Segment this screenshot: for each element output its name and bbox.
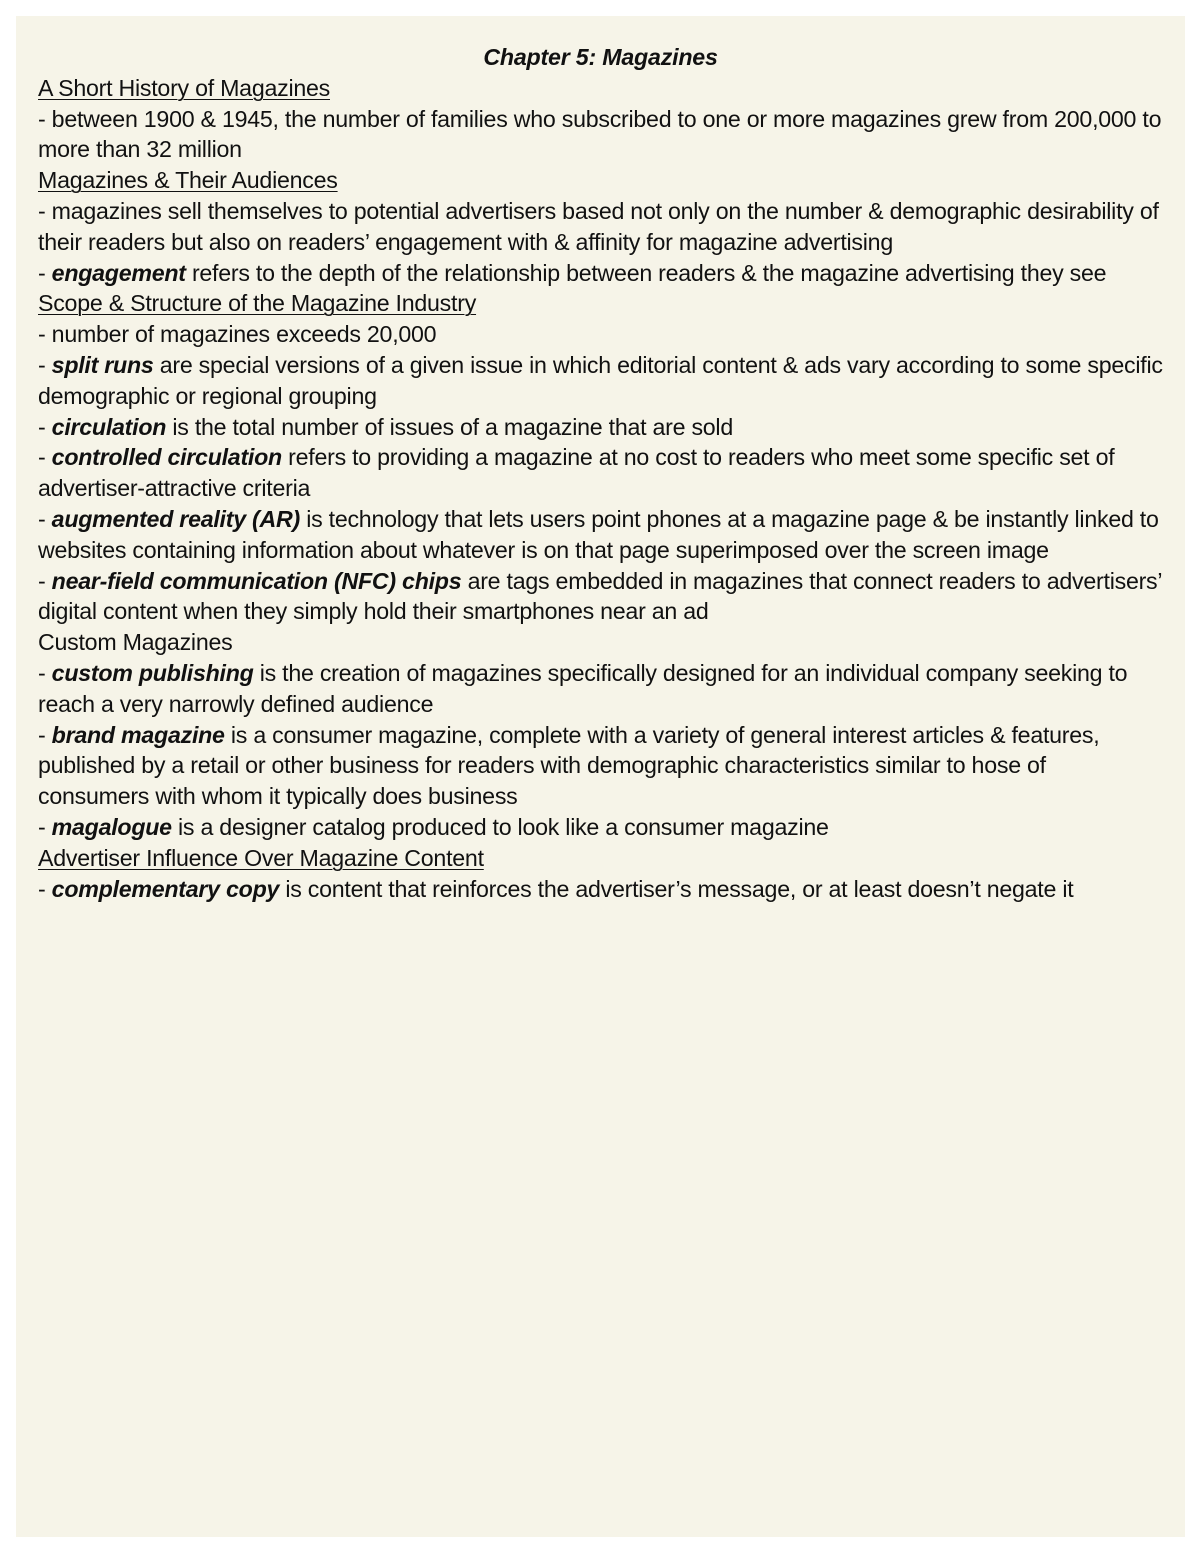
term: augmented reality (AR) [51,505,300,532]
bullet-item [38,442,1163,504]
bullet-item [38,720,1163,812]
term: controlled circulation [51,444,282,471]
bullet-dash: - [38,444,52,471]
bullet-dash: - [38,351,52,378]
bullet-item [38,874,1163,905]
section-heading: A Short History of Magazines [38,74,330,101]
term: circulation [51,413,167,440]
bullet-text: magazines sell themselves to potential advertisers based not only on the number & demographic desirability of their readers but also on readers’ engagement with & affinity for magazine advertising [38,197,1159,255]
bullet-dash: - [38,413,52,440]
bullet-item [38,812,1163,843]
bullet-item [38,104,1163,166]
page-title: Chapter 5: Magazines [483,44,718,70]
bullet-item [38,566,1163,628]
document-content [38,42,1163,904]
bullet-dash: - [38,321,52,348]
bullet-dash: - [38,659,52,686]
section-heading: Scope & Structure of the Magazine Industry [38,290,477,317]
bullet-item [38,258,1163,289]
bullet-item [38,504,1163,566]
term: brand magazine [51,721,225,748]
term: near-field communication (NFC) chips [51,567,462,594]
bullet-item [38,196,1163,258]
bullet-text: is the total number of issues of a magazine that are sold [166,413,733,440]
bullet-text: are tags embedded in magazines that connect readers to advertisers’ digital content when they simply hold their smartphones near an ad [38,567,1162,625]
term: engagement [51,259,186,286]
term: complementary copy [51,875,280,902]
bullet-text: between 1900 & 1945, the number of families who subscribed to one or more magazines grew from 200,000 to more than 32 million [38,105,1162,163]
bullet-dash: - [38,567,52,594]
section-heading: Magazines & Their Audiences [38,167,338,194]
term: magalogue [51,813,172,840]
bullet-text: refers to the depth of the relationship between readers & the magazine advertising they see [185,259,1107,286]
bullet-text: is technology that lets users point phones at a magazine page & be instantly linked to websites containing information about whatever is on that page superimposed over the screen image [38,505,1159,563]
sections-container [38,73,1163,905]
bullet-dash: - [38,505,52,532]
bullet-text: is content that reinforces the advertiser’s message, or at least doesn’t negate it [279,875,1074,902]
bullet-item [38,319,1163,350]
document-page [16,16,1185,1537]
section-heading: Custom Magazines [38,629,233,656]
bullet-dash: - [38,105,52,132]
section-heading: Advertiser Influence Over Magazine Content [38,844,484,871]
term: split runs [51,351,154,378]
bullet-item [38,658,1163,720]
bullet-dash: - [38,259,52,286]
bullet-text: number of magazines exceeds 20,000 [51,321,437,348]
bullet-dash: - [38,197,52,224]
bullet-text: is the creation of magazines specifically designed for an individual company seeking to reach a very narrowly defined audience [38,659,1128,717]
bullet-text: is a consumer magazine, complete with a variety of general interest articles & features, published by a retail or other business for readers with demographic characteristics similar to hose of consumers with whom it typically does business [38,721,1100,810]
bullet-dash: - [38,813,52,840]
term: custom publishing [51,659,254,686]
bullet-dash: - [38,721,52,748]
bullet-text: are special versions of a given issue in which editorial content & ads vary according to some specific demographic or regional grouping [38,351,1163,409]
bullet-dash: - [38,875,52,902]
bullet-item [38,412,1163,443]
bullet-text: refers to providing a magazine at no cost to readers who meet some specific set of advertiser-attractive criteria [38,444,1115,502]
bullet-item [38,350,1163,412]
bullet-text: is a designer catalog produced to look like a consumer magazine [171,813,829,840]
